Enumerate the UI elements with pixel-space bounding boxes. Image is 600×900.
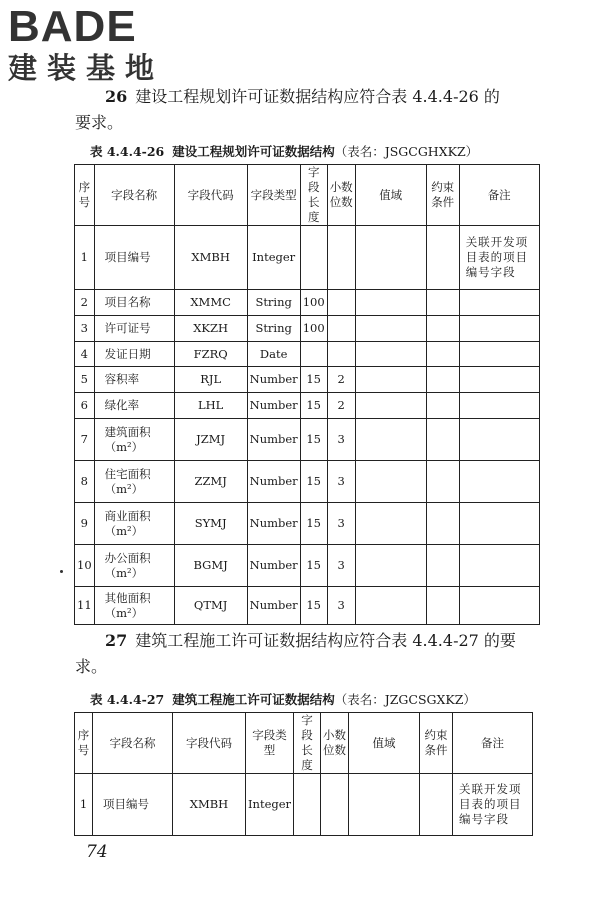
table-cell (355, 587, 426, 625)
table-cell (459, 503, 539, 545)
table-cell (300, 226, 327, 290)
table-cell: String (247, 290, 300, 316)
table-cell: Integer (246, 774, 294, 836)
table-cell (426, 342, 459, 367)
table-cell: 关联开发项目表的项目编号字段 (453, 774, 533, 836)
table-cell: LHL (174, 393, 247, 419)
table-row (75, 393, 540, 419)
table-cell (321, 774, 349, 836)
table-cell (426, 587, 459, 625)
table-cell (327, 226, 355, 290)
table-cell: Date (247, 342, 300, 367)
table-cell (294, 774, 321, 836)
table-cell (355, 316, 426, 342)
table-cell (355, 342, 426, 367)
table-cell (327, 342, 355, 367)
table-cell: 1 (75, 226, 95, 290)
paragraph-27 (75, 628, 516, 680)
table-cell (327, 290, 355, 316)
table-cell: 项目编号 (93, 774, 173, 836)
page-number: 74 (86, 842, 108, 862)
table-cell (459, 419, 539, 461)
column-header: 序号 (75, 165, 95, 226)
table-cell: 2 (327, 393, 355, 419)
table-cell (459, 367, 539, 393)
table-cell: 1 (75, 774, 93, 836)
caption-title: 建筑工程施工许可证数据结构 (172, 692, 335, 707)
table-cell: 项目名称 (94, 290, 174, 316)
table-cell (426, 419, 459, 461)
table-cell: 3 (327, 419, 355, 461)
table-row (75, 774, 533, 836)
column-header: 字段代码 (174, 165, 247, 226)
table-cell (355, 290, 426, 316)
table-cell (355, 393, 426, 419)
table-cell: XKZH (174, 316, 247, 342)
column-header: 约束条件 (420, 713, 453, 774)
column-header: 小数位数 (321, 713, 349, 774)
table-cell (426, 545, 459, 587)
table-cell: 9 (75, 503, 95, 545)
table-cell (327, 316, 355, 342)
table-cell: 其他面积（m²） (94, 587, 174, 625)
table-cell (355, 367, 426, 393)
clause-number: 26 (105, 87, 128, 106)
table-cell: 15 (300, 587, 327, 625)
table-cell: Number (247, 367, 300, 393)
table-row (75, 461, 540, 503)
table-cell: 10 (75, 545, 95, 587)
table-cell: 住宅面积（m²） (94, 461, 174, 503)
table-row (75, 503, 540, 545)
header-row (75, 165, 540, 226)
caption-table-name: （表名：JZGCSGXKZ） (334, 692, 476, 707)
logo (8, 4, 173, 84)
caption-id: 表 4.4.4-27 (90, 692, 165, 707)
table-cell: 容积率 (94, 367, 174, 393)
table-cell: BGMJ (174, 545, 247, 587)
column-header: 字段名称 (93, 713, 173, 774)
table-row (75, 419, 540, 461)
table-cell: RJL (174, 367, 247, 393)
table-row (75, 545, 540, 587)
table-cell: 2 (327, 367, 355, 393)
column-header: 字段类型 (246, 713, 294, 774)
table-row (75, 587, 540, 625)
table-row (75, 316, 540, 342)
column-header: 备注 (453, 713, 533, 774)
paragraph-text: 建设工程规划许可证数据结构应符合表 4.4.4-26 的 (135, 87, 500, 106)
paragraph-text: 建筑工程施工许可证数据结构应符合表 4.4.4-27 的要 (135, 631, 516, 650)
data-structure-table (74, 164, 540, 625)
table-cell: JZMJ (174, 419, 247, 461)
table-cell: 绿化率 (94, 393, 174, 419)
data-structure-table (74, 712, 533, 836)
table-cell: 100 (300, 316, 327, 342)
table-cell: 5 (75, 367, 95, 393)
table-cell (459, 461, 539, 503)
table-cell (459, 545, 539, 587)
table-cell: QTMJ (174, 587, 247, 625)
header-row (75, 713, 533, 774)
table-cell: 办公面积（m²） (94, 545, 174, 587)
table-cell (426, 226, 459, 290)
table-cell: 6 (75, 393, 95, 419)
table-cell: 15 (300, 503, 327, 545)
table-cell (426, 290, 459, 316)
table-cell (355, 226, 426, 290)
table-cell: Number (247, 545, 300, 587)
table-cell: Number (247, 503, 300, 545)
table-cell: SYMJ (174, 503, 247, 545)
table-cell (349, 774, 420, 836)
table-cell (459, 316, 539, 342)
table-cell: 建筑面积（m²） (94, 419, 174, 461)
table-cell: 许可证号 (94, 316, 174, 342)
table-cell: Number (247, 393, 300, 419)
table-cell: 3 (75, 316, 95, 342)
stray-mark (60, 570, 63, 573)
caption-id: 表 4.4.4-26 (90, 144, 165, 159)
column-header: 字段名称 (94, 165, 174, 226)
logo-latin: BADE (8, 2, 137, 51)
table-cell (426, 367, 459, 393)
table-cell (300, 342, 327, 367)
column-header: 字段长度 (300, 165, 327, 226)
column-header: 约束条件 (426, 165, 459, 226)
table-cell (355, 419, 426, 461)
table-cell: ZZMJ (174, 461, 247, 503)
column-header: 值域 (349, 713, 420, 774)
table-cell (426, 316, 459, 342)
column-header: 字段类型 (247, 165, 300, 226)
paragraph-continuation: 要求。 (75, 113, 124, 132)
paragraph-26 (75, 84, 500, 136)
paragraph-continuation: 求。 (75, 657, 108, 676)
table-cell: XMBH (174, 226, 247, 290)
table-cell: 发证日期 (94, 342, 174, 367)
column-header: 序号 (75, 713, 93, 774)
table-cell (420, 774, 453, 836)
column-header: 值域 (355, 165, 426, 226)
table-row (75, 226, 540, 290)
column-header: 字段长度 (294, 713, 321, 774)
table-cell (355, 545, 426, 587)
column-header: 备注 (459, 165, 539, 226)
table-cell: 项目编号 (94, 226, 174, 290)
table-cell: Number (247, 419, 300, 461)
table-cell: 3 (327, 503, 355, 545)
table-cell: 15 (300, 545, 327, 587)
caption-title: 建设工程规划许可证数据结构 (172, 144, 335, 159)
clause-number: 27 (105, 631, 128, 650)
table-cell (426, 393, 459, 419)
table-cell (355, 461, 426, 503)
table-cell: XMMC (174, 290, 247, 316)
table-cell: Integer (247, 226, 300, 290)
table-cell: 15 (300, 393, 327, 419)
table-cell: Number (247, 461, 300, 503)
table-cell (459, 290, 539, 316)
table-cell: 3 (327, 587, 355, 625)
table-cell: Number (247, 587, 300, 625)
table-cell: 2 (75, 290, 95, 316)
table-cell: String (247, 316, 300, 342)
table-cell: FZRQ (174, 342, 247, 367)
column-header: 小数位数 (327, 165, 355, 226)
table-cell: 4 (75, 342, 95, 367)
table-row (75, 290, 540, 316)
table-caption (90, 690, 476, 708)
table-cell (459, 342, 539, 367)
table-cell (355, 503, 426, 545)
table-cell (459, 587, 539, 625)
table-cell: 15 (300, 419, 327, 461)
table-cell: 8 (75, 461, 95, 503)
table-cell (426, 461, 459, 503)
table-cell: 商业面积（m²） (94, 503, 174, 545)
table-cell: 100 (300, 290, 327, 316)
logo-cjk: 建装基地 (8, 51, 165, 85)
table-cell (459, 393, 539, 419)
column-header: 字段代码 (173, 713, 246, 774)
table-cell: 3 (327, 461, 355, 503)
table-cell: XMBH (173, 774, 246, 836)
table-cell (426, 503, 459, 545)
table-cell: 15 (300, 461, 327, 503)
table-cell: 11 (75, 587, 95, 625)
table-cell: 15 (300, 367, 327, 393)
table-row (75, 367, 540, 393)
table-cell: 7 (75, 419, 95, 461)
table-row (75, 342, 540, 367)
caption-table-name: （表名：JSGCGHXKZ） (334, 144, 479, 159)
table-caption (90, 142, 478, 160)
table-cell: 3 (327, 545, 355, 587)
table-cell: 关联开发项目表的项目编号字段 (459, 226, 539, 290)
